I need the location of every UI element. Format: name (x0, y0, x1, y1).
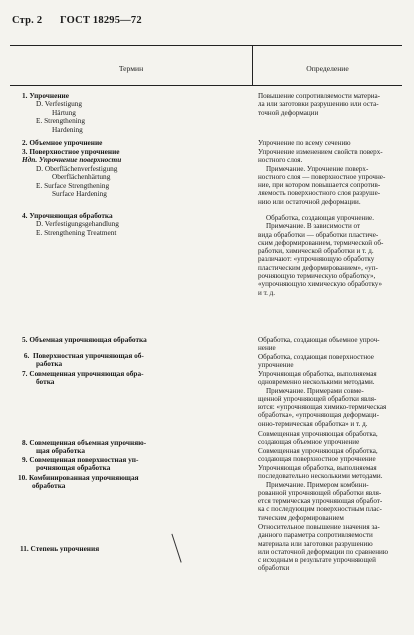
term-1: 1. Упрочнение D. Verfestigung Härtung E. Strengthening Hardening (22, 91, 86, 134)
definition-8: Совмещенная упрочняющая обработка, создающая объемное упрочнение (258, 430, 378, 447)
table-top-rule (10, 45, 402, 46)
term-2: 2. Объемное упрочнение (22, 138, 103, 147)
term-8: 8. Совмещенная объемная упрочняю- щая обработка (22, 438, 147, 456)
term-6: 6. Поверхностная упрочняющая об- работка (23, 351, 144, 369)
term-11: 11. Степень упрочнения (20, 544, 100, 553)
definition-1: Повышение сопротивляемости материа- ла или заготовки разрушению или оста- точной деформации (258, 92, 381, 117)
column-header-definition: Определение (306, 64, 349, 73)
definition-3: Упрочнение изменением свойств поверх- ностного слоя. Примечание. Упрочнение поверх- ностного слоя — поверхностное упрочне- ние, при котором повышается сопротив- ляемость поверхностного слоя разруше- нию или остаточной деформации. (258, 148, 386, 206)
pen-mark (171, 533, 182, 562)
definition-5: Обработка, создающая объемное упроч- нение (258, 336, 380, 353)
definition-7: Упрочняющая обработка, выполняемая одновременно несколькими методами. Примечание. Примерами совме- щенной упрочняющей обработки явля- ются: «упрочняющая химико-термическая обработка», «упрочняющая деформаци- онно-термическая обработка» и т. д. (258, 370, 387, 428)
page-number: Стр. 2 (12, 15, 43, 26)
definition-2: Упрочнение по всему сечению (258, 139, 351, 147)
definition-9: Совмещенная упрочняющая обработка, создающая поверхностное упрочнение (258, 447, 378, 464)
definition-11: Относительное повышение значения за- данного параметра сопротивляемости материала или заготовки разрушению или остаточной деформации по сравнению с исходным в результате упрочняющей обработки (258, 523, 389, 573)
standard-code: ГОСТ 18295—72 (60, 15, 142, 26)
column-header-term: Термин (118, 64, 144, 73)
term-9: 9. Совмещенная поверхностная уп- рочняющая обработка (22, 455, 139, 473)
definition-10: Упрочняющая обработка, выполняемая последовательно несколькими методами. Примечание. Примером комбини- рованной упрочняющей обработки явля- ется термическая упрочняющая обработ- ка с последующим поверхностным плас- тическим деформированием (258, 464, 383, 522)
definition-6: Обработка, создающая поверхностное упрочнение (258, 353, 374, 370)
term-5: 5. Объемная упрочняющая обработка (22, 335, 147, 344)
term-3-deprecated: Ндп. Упрочнение поверхности (22, 155, 122, 165)
term-3: 3. Поверхностное упрочнение Ндп. Упрочнение поверхности D. Oberflächenverfestigung Oberflächenhärtung E. Surface Strengthening Surface Hardening (22, 147, 122, 199)
definition-4: Обработка, создающая упрочнение. Примечание. В зависимости от вида обработки — обработки пластиче- ским деформированием, термической об- работки, химической обработки и т. д. различают: «упрочняющую обработку пластическим деформированием», «уп- рочняющую термическую обработку», «упрочняющую химическую обработку» и т. д. (258, 214, 384, 297)
term-4: 4. Упрочняющая обработка D. Verfestigungsgehandlung E. Strengthening Treatment (22, 211, 119, 237)
term-7: 7. Совмещенная упрочняющая обра- ботка (22, 369, 144, 387)
term-10: 10. Комбинированная упрочняющая обработка (18, 473, 139, 491)
table-header-rule (10, 85, 402, 86)
